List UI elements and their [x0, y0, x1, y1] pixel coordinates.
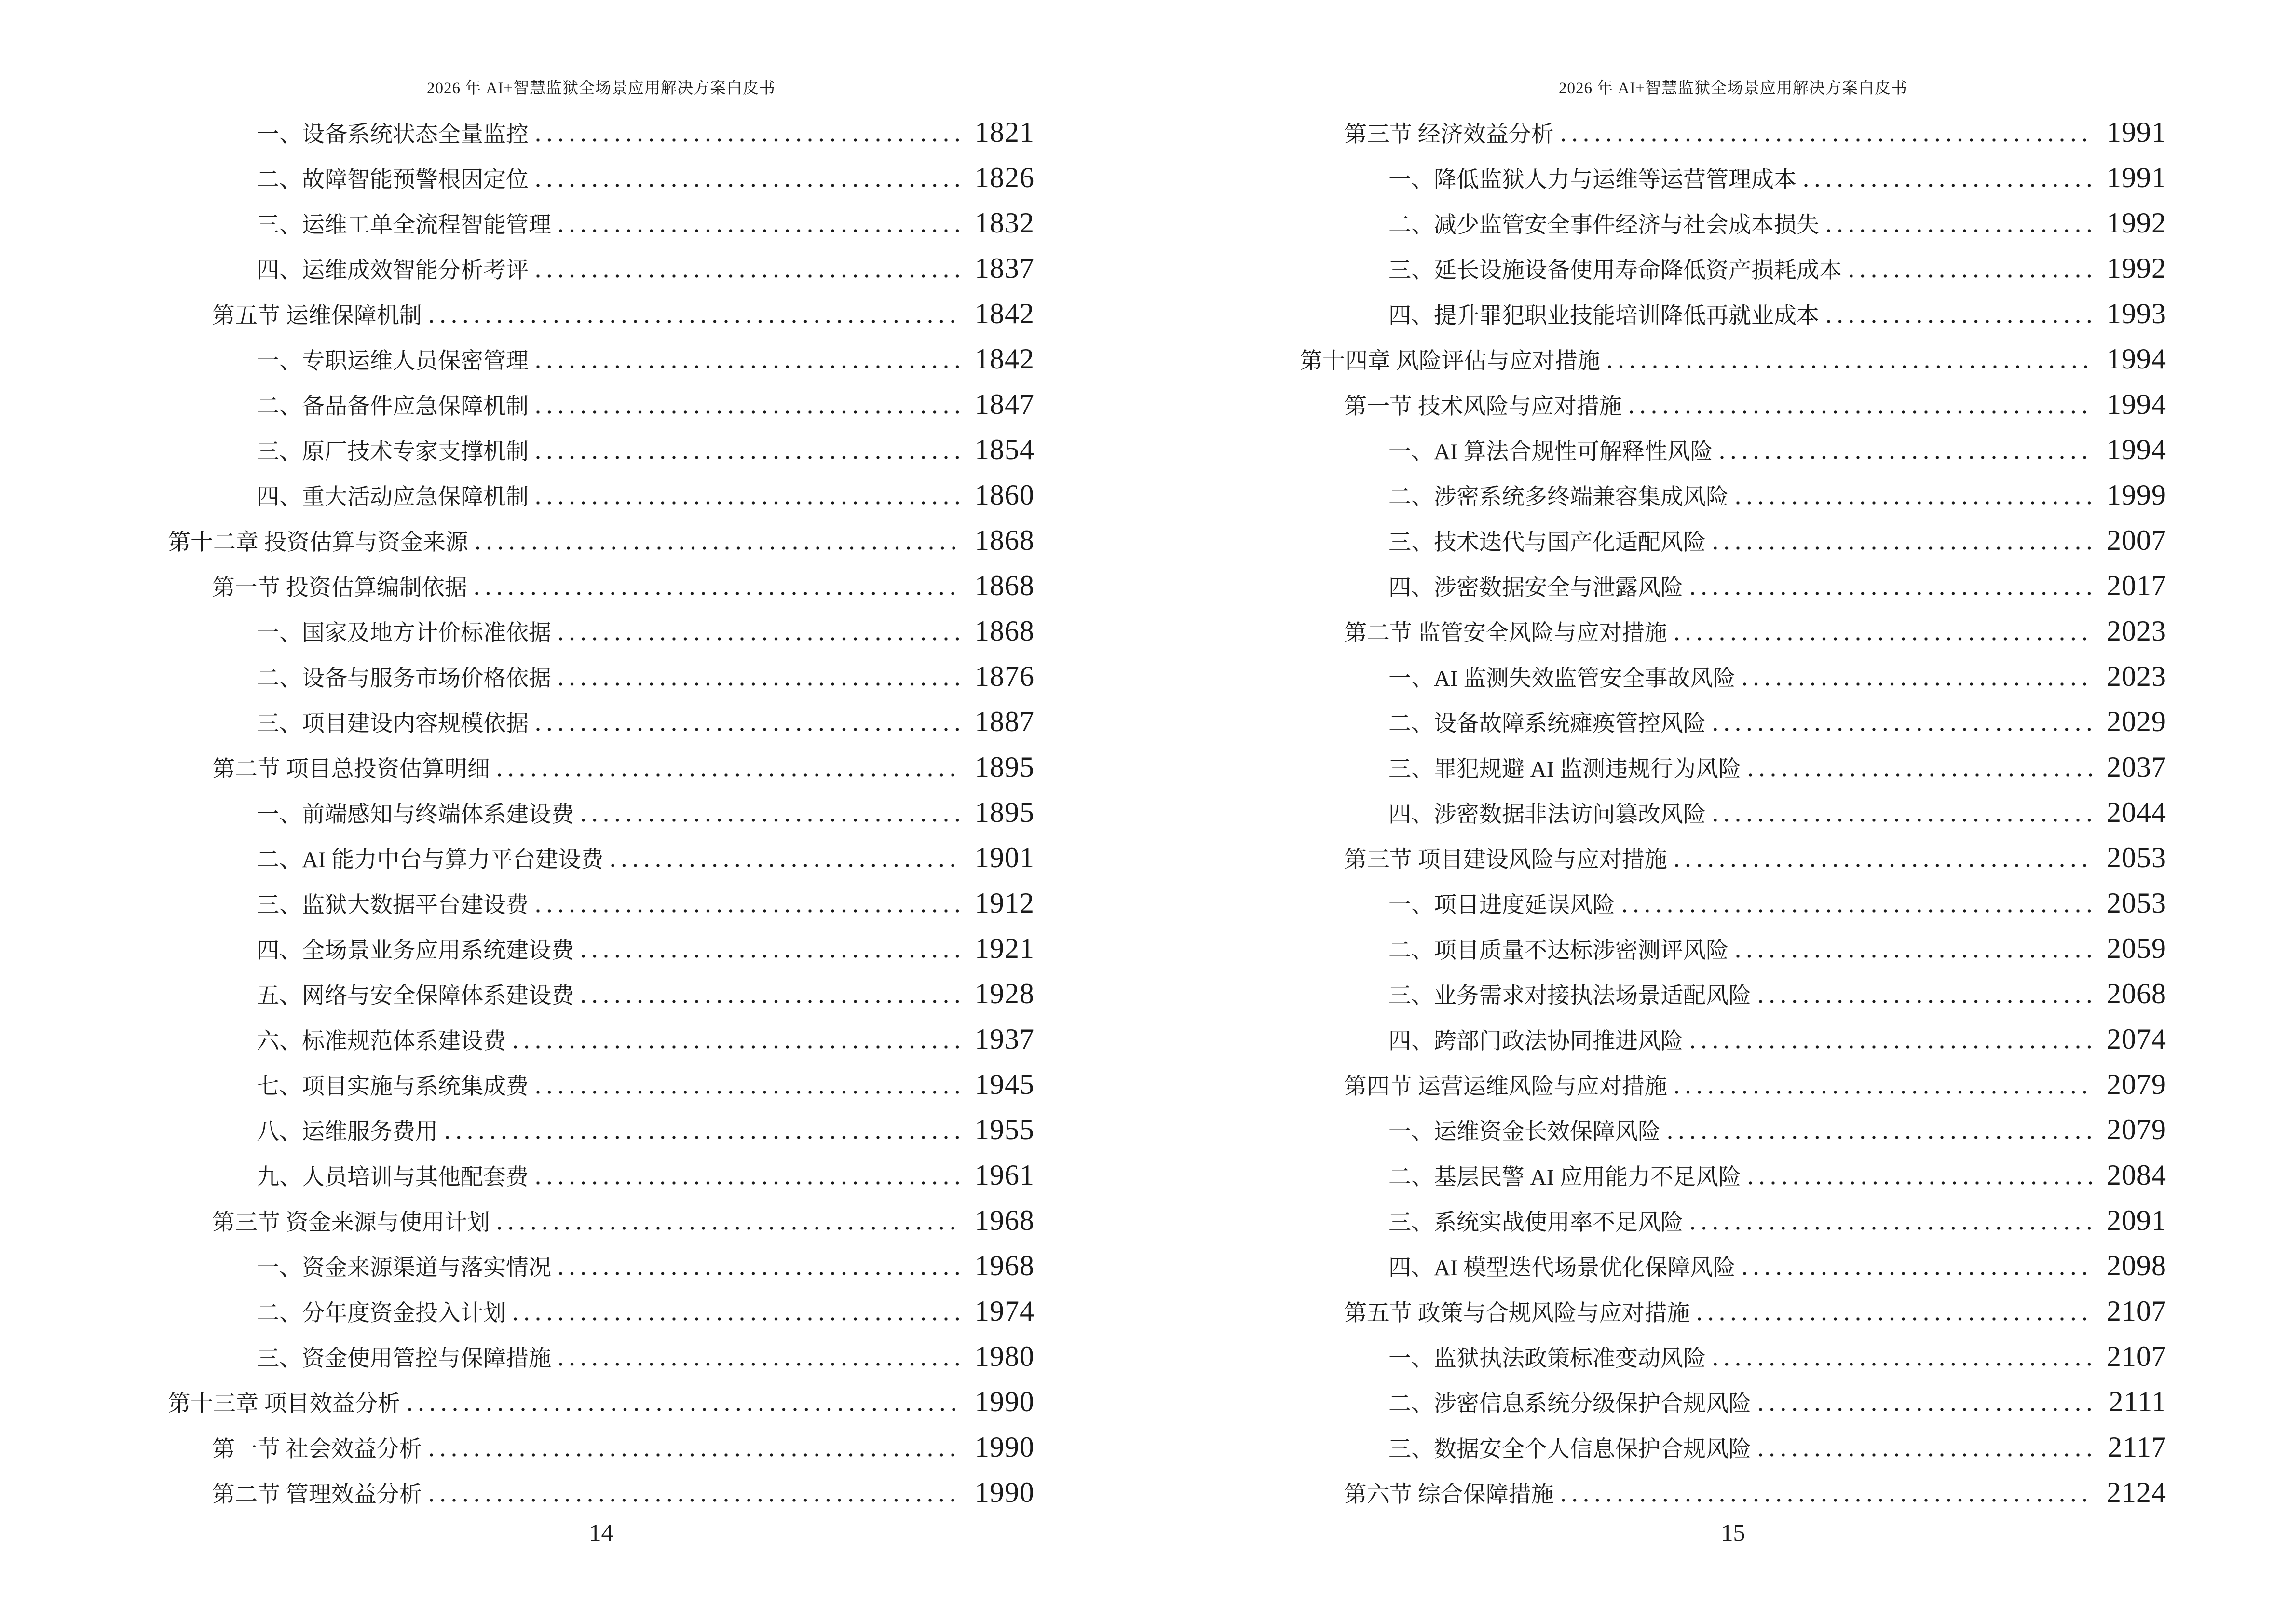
dot-leader [611, 864, 960, 867]
toc-entry [168, 200, 1035, 246]
dot-leader [1714, 1363, 2092, 1366]
toc-entry [168, 1107, 1035, 1152]
toc-entry [168, 1016, 1035, 1062]
dot-leader [536, 728, 960, 731]
toc-entry-page: 1980 [975, 1340, 1035, 1372]
toc-entry-title: 三、延长设施设备使用寿命降低资产损耗成本 [1389, 258, 1842, 283]
toc-entry-page: 2091 [2107, 1204, 2166, 1236]
toc-entry [1300, 880, 2166, 926]
dot-leader [536, 138, 960, 142]
dot-leader [1850, 274, 2092, 278]
dot-leader [1720, 456, 2092, 459]
toc-entry-title: 二、备品备件应急保障机制 [257, 394, 529, 419]
toc-entry-page: 1895 [975, 751, 1035, 783]
toc-entry-page: 1887 [975, 706, 1035, 737]
toc-entry-page: 1832 [975, 207, 1035, 239]
dot-leader [559, 229, 960, 232]
toc-entry [168, 608, 1035, 654]
toc-entry-page: 2037 [2107, 751, 2166, 783]
toc-entry [168, 427, 1035, 472]
toc-entry-page: 2111 [2109, 1386, 2166, 1418]
dot-leader [408, 1408, 960, 1411]
toc-entry-title: 一、降低监狱人力与运维等运营管理成本 [1389, 167, 1797, 192]
toc-entry-title: 第一节 社会效益分析 [212, 1437, 422, 1462]
toc-entry-page: 1990 [975, 1476, 1035, 1508]
dot-leader [1827, 320, 2092, 323]
dot-leader [582, 819, 960, 822]
toc-entry-page: 2029 [2107, 706, 2166, 737]
dot-leader [1759, 1000, 2092, 1003]
toc-entry-title: 三、项目建设内容规模依据 [257, 711, 529, 737]
toc-entry-title: 二、基层民警 AI 应用能力不足风险 [1389, 1165, 1742, 1190]
dot-leader [1698, 1317, 2092, 1321]
toc-entry-title: 一、前端感知与终端体系建设费 [257, 802, 574, 827]
toc-entry-page: 2059 [2107, 932, 2166, 964]
page-footer-number: 14 [589, 1519, 613, 1546]
dot-leader [1749, 773, 2092, 777]
toc-entry [168, 1062, 1035, 1107]
toc-entry-title: 二、涉密系统多终端兼容集成风险 [1389, 485, 1729, 510]
toc-entry-title: 一、运维资金长效保障风险 [1389, 1119, 1661, 1145]
dot-leader [514, 1317, 960, 1321]
toc-entry-title: 六、标准规范体系建设费 [257, 1029, 506, 1054]
dot-leader [536, 501, 960, 505]
toc-entry-title: 一、专职运维人员保密管理 [257, 349, 529, 374]
toc-entry [168, 563, 1035, 608]
dot-leader [1691, 1227, 2092, 1230]
toc-entry-title: 第二节 监管安全风险与应对措施 [1344, 621, 1667, 646]
dot-leader [559, 682, 960, 686]
dot-leader [430, 1453, 960, 1457]
toc-entry-page: 1992 [2107, 252, 2166, 284]
toc-entry-page: 1994 [2107, 388, 2166, 420]
toc-entry-page: 1837 [975, 252, 1035, 284]
toc-entry-title: 二、AI 能力中台与算力平台建设费 [257, 847, 604, 873]
toc-entry [168, 291, 1035, 336]
toc-entry-title: 三、监狱大数据平台建设费 [257, 893, 529, 918]
page-header: 2026 年 AI+智慧监狱全场景应用解决方案白皮书 [427, 80, 776, 97]
dot-leader [1743, 682, 2092, 686]
dot-leader [498, 773, 960, 777]
page-footer-number: 15 [1721, 1519, 1745, 1546]
dot-leader [559, 1363, 960, 1366]
dot-leader [475, 592, 960, 595]
dot-leader [1736, 501, 2092, 505]
toc-entry-page: 2053 [2107, 842, 2166, 873]
toc-entry-page: 1860 [975, 479, 1035, 511]
toc-entry [168, 926, 1035, 971]
toc-entry-page: 2068 [2107, 978, 2166, 1010]
toc-entry-page: 1992 [2107, 207, 2166, 239]
toc-entry-page: 2017 [2107, 570, 2166, 601]
toc-entry-title: 八、运维服务费用 [257, 1119, 438, 1145]
toc-entry-title: 五、网络与安全保障体系建设费 [257, 983, 574, 1009]
toc-entry [168, 1243, 1035, 1288]
toc-entry-title: 四、运维成效智能分析考评 [257, 258, 529, 283]
toc-entry [1300, 155, 2166, 200]
toc-entry [1300, 790, 2166, 835]
dot-leader [1827, 229, 2092, 232]
toc-entry-title: 二、设备与服务市场价格依据 [257, 666, 551, 691]
toc-entry-page: 1847 [975, 388, 1035, 420]
dot-leader [514, 1045, 960, 1049]
toc-entry [168, 744, 1035, 790]
toc-entry [168, 109, 1035, 155]
toc-entry-title: 一、资金来源渠道与落实情况 [257, 1256, 551, 1281]
toc-entry [1300, 1424, 2166, 1470]
dot-leader [536, 456, 960, 459]
dot-leader [446, 1136, 960, 1139]
toc-entry-title: 第六节 综合保障措施 [1344, 1482, 1554, 1507]
toc-entry-page: 1928 [975, 978, 1035, 1010]
toc-entry [168, 246, 1035, 291]
dot-leader [1675, 1091, 2092, 1094]
dot-leader [1562, 138, 2092, 142]
dot-leader [536, 365, 960, 368]
dot-leader [430, 320, 960, 323]
toc-entry-page: 1999 [2107, 479, 2166, 511]
dot-leader [498, 1227, 960, 1230]
toc-entry-page: 2084 [2107, 1159, 2166, 1191]
toc-entry-title: 四、涉密数据安全与泄露风险 [1389, 575, 1683, 600]
toc-entry-page: 1854 [975, 434, 1035, 465]
toc-entry-page: 2098 [2107, 1250, 2166, 1282]
toc-entry [1300, 699, 2166, 744]
toc-entry-title: 第五节 运维保障机制 [212, 303, 422, 328]
toc-entry-title: 第十四章 风险评估与应对措施 [1300, 349, 1600, 374]
dot-leader [559, 637, 960, 641]
dot-leader [1743, 1272, 2092, 1275]
toc-entry [1300, 1198, 2166, 1243]
toc-entry-title: 四、全场景业务应用系统建设费 [257, 938, 574, 963]
toc-entry [168, 1152, 1035, 1198]
toc-entry-title: 三、运维工单全流程智能管理 [257, 213, 551, 238]
toc-entry-title: 第五节 政策与合规风险与应对措施 [1344, 1301, 1690, 1326]
toc-entry-title: 一、监狱执法政策标准变动风险 [1389, 1346, 1706, 1371]
toc-entry-title: 七、项目实施与系统集成费 [257, 1074, 529, 1099]
toc-entry [168, 155, 1035, 200]
dot-leader [536, 410, 960, 414]
dot-leader [1623, 909, 2092, 913]
dot-leader [582, 1000, 960, 1003]
toc-entry [1300, 1379, 2166, 1424]
toc-entry [1300, 472, 2166, 518]
toc-entry [1300, 1062, 2166, 1107]
dot-leader [536, 184, 960, 187]
toc-entry-page: 1994 [2107, 434, 2166, 465]
toc-entry-title: 三、系统实战使用率不足风险 [1389, 1210, 1683, 1235]
toc-entry [168, 472, 1035, 518]
toc-entry-page: 1868 [975, 570, 1035, 601]
toc-entry-title: 四、跨部门政法协同推进风险 [1389, 1029, 1683, 1054]
toc-entry [168, 1470, 1035, 1515]
toc-entry [168, 1424, 1035, 1470]
toc-entry-page: 2074 [2107, 1023, 2166, 1055]
toc-entry-page: 2079 [2107, 1068, 2166, 1100]
toc-entry-title: 二、设备故障系统瘫痪管控风险 [1389, 711, 1706, 737]
toc-entry-page: 2107 [2107, 1340, 2166, 1372]
toc-entry-page: 2079 [2107, 1114, 2166, 1146]
toc-entry-page: 1912 [975, 887, 1035, 919]
toc-entry-title: 第三节 资金来源与使用计划 [212, 1210, 490, 1235]
toc-entry-page: 1901 [975, 842, 1035, 873]
toc-entry-title: 九、人员培训与其他配套费 [257, 1165, 529, 1190]
toc-entry-title: 二、项目质量不达标涉密测评风险 [1389, 938, 1729, 963]
toc-entry-title: 三、技术迭代与国产化适配风险 [1389, 530, 1706, 555]
toc-entry [1300, 518, 2166, 563]
toc-entry-title: 第一节 技术风险与应对措施 [1344, 394, 1622, 419]
toc-page-right [1144, 0, 2287, 1624]
dot-leader [1714, 728, 2092, 731]
toc-entry-title: 一、项目进度延误风险 [1389, 893, 1615, 918]
toc-entry-page: 2007 [2107, 524, 2166, 556]
toc-entry [1300, 926, 2166, 971]
toc-entry-page: 1991 [2107, 162, 2166, 193]
toc-entry [1300, 654, 2166, 699]
toc-entry [1300, 1334, 2166, 1379]
toc-entry-title: 二、涉密信息系统分级保护合规风险 [1389, 1392, 1751, 1417]
toc-entry-page: 1826 [975, 162, 1035, 193]
toc-entry-title: 一、国家及地方计价标准依据 [257, 621, 551, 646]
dot-leader [536, 1091, 960, 1094]
toc-entry [1300, 1152, 2166, 1198]
toc-entry-title: 二、故障智能预警根因定位 [257, 167, 529, 192]
toc-entry-title: 一、设备系统状态全量监控 [257, 122, 529, 147]
toc-entry-page: 1990 [975, 1431, 1035, 1463]
dot-leader [582, 955, 960, 958]
toc-entry-page: 1968 [975, 1204, 1035, 1236]
toc-entry-title: 第二节 项目总投资估算明细 [212, 757, 490, 782]
toc-entry [1300, 1107, 2166, 1152]
dot-leader [1759, 1408, 2094, 1411]
toc-entry-title: 四、重大活动应急保障机制 [257, 485, 529, 510]
toc-entry [168, 518, 1035, 563]
dot-leader [1749, 1181, 2092, 1185]
toc-entry-title: 二、减少监管安全事件经济与社会成本损失 [1389, 213, 1819, 238]
toc-entry-title: 三、资金使用管控与保障措施 [257, 1346, 551, 1371]
dot-leader [1562, 1499, 2092, 1502]
toc-entry [1300, 246, 2166, 291]
toc-entry-title: 第二节 管理效益分析 [212, 1482, 422, 1507]
toc-entry-title: 四、涉密数据非法访问篡改风险 [1389, 802, 1706, 827]
page-header: 2026 年 AI+智慧监狱全场景应用解决方案白皮书 [1559, 80, 1907, 97]
toc-entry [1300, 744, 2166, 790]
toc-entry-page: 2117 [2108, 1431, 2166, 1463]
toc-list [1300, 109, 2166, 1515]
dot-leader [1675, 864, 2092, 867]
toc-entry-title: 第三节 经济效益分析 [1344, 122, 1554, 147]
dot-leader [1675, 637, 2092, 641]
toc-entry [1300, 200, 2166, 246]
toc-entry [168, 654, 1035, 699]
toc-entry-title: 第四节 运营运维风险与应对措施 [1344, 1074, 1667, 1099]
toc-entry [1300, 336, 2166, 382]
toc-entry [1300, 1243, 2166, 1288]
toc-entry-title: 第十二章 投资估算与资金来源 [168, 530, 468, 555]
dot-leader [1714, 546, 2092, 550]
toc-entry-page: 1961 [975, 1159, 1035, 1191]
toc-entry-page: 1945 [975, 1068, 1035, 1100]
toc-list [168, 109, 1035, 1515]
toc-entry-page: 2044 [2107, 796, 2166, 828]
toc-entry-title: 四、提升罪犯职业技能培训降低再就业成本 [1389, 303, 1819, 328]
toc-entry [168, 336, 1035, 382]
dot-leader [536, 909, 960, 913]
toc-entry-page: 1968 [975, 1250, 1035, 1282]
dot-leader [1759, 1453, 2093, 1457]
toc-entry-title: 四、AI 模型迭代场景优化保障风险 [1389, 1256, 1736, 1281]
toc-entry-title: 第十三章 项目效益分析 [168, 1392, 400, 1417]
toc-entry-page: 1842 [975, 343, 1035, 375]
toc-entry [168, 382, 1035, 427]
toc-entry [1300, 1016, 2166, 1062]
toc-entry [1300, 382, 2166, 427]
toc-entry-page: 1937 [975, 1023, 1035, 1055]
dot-leader [1736, 955, 2092, 958]
toc-entry-page: 1821 [975, 116, 1035, 148]
toc-entry-page: 2023 [2107, 615, 2166, 647]
toc-entry [168, 1198, 1035, 1243]
toc-entry-page: 1993 [2107, 298, 2166, 329]
dot-leader [476, 546, 960, 550]
toc-entry-page: 1994 [2107, 343, 2166, 375]
toc-entry [168, 1379, 1035, 1424]
toc-entry [168, 1334, 1035, 1379]
toc-entry [1300, 427, 2166, 472]
toc-entry-title: 三、数据安全个人信息保护合规风险 [1389, 1437, 1751, 1462]
toc-entry-title: 三、原厂技术专家支撑机制 [257, 439, 529, 464]
dot-leader [559, 1272, 960, 1275]
toc-entry-page: 1895 [975, 796, 1035, 828]
dot-leader [536, 274, 960, 278]
toc-entry [1300, 971, 2166, 1016]
toc-entry [168, 699, 1035, 744]
toc-entry [1300, 563, 2166, 608]
dot-leader [1691, 1045, 2092, 1049]
toc-entry-title: 一、AI 监测失效监管安全事故风险 [1389, 666, 1736, 691]
toc-entry [168, 971, 1035, 1016]
toc-entry-title: 第三节 项目建设风险与应对措施 [1344, 847, 1667, 873]
toc-entry-page: 1868 [975, 615, 1035, 647]
toc-entry-title: 三、罪犯规避 AI 监测违规行为风险 [1389, 757, 1742, 782]
dot-leader [430, 1499, 960, 1502]
toc-entry-page: 2107 [2107, 1295, 2166, 1327]
dot-leader [536, 1181, 960, 1185]
toc-entry-title: 一、AI 算法合规性可解释性风险 [1389, 439, 1713, 464]
toc-entry-page: 1921 [975, 932, 1035, 964]
dot-leader [1630, 410, 2092, 414]
toc-entry-page: 2124 [2107, 1476, 2166, 1508]
toc-entry-page: 2023 [2107, 660, 2166, 692]
toc-entry-title: 第一节 投资估算编制依据 [212, 575, 467, 600]
toc-entry-page: 1990 [975, 1386, 1035, 1418]
toc-entry [1300, 608, 2166, 654]
toc-entry [1300, 1288, 2166, 1334]
toc-entry-page: 1955 [975, 1114, 1035, 1146]
toc-entry-page: 1842 [975, 298, 1035, 329]
toc-entry-title: 二、分年度资金投入计划 [257, 1301, 506, 1326]
toc-entry [1300, 835, 2166, 880]
toc-entry [1300, 291, 2166, 336]
toc-entry [1300, 109, 2166, 155]
toc-entry-page: 1876 [975, 660, 1035, 692]
toc-entry-page: 1868 [975, 524, 1035, 556]
toc-entry-page: 1974 [975, 1295, 1035, 1327]
dot-leader [1691, 592, 2092, 595]
toc-entry [168, 1288, 1035, 1334]
toc-entry [168, 835, 1035, 880]
toc-entry-page: 1991 [2107, 116, 2166, 148]
dot-leader [1668, 1136, 2092, 1139]
dot-leader [1714, 819, 2092, 822]
toc-entry [168, 880, 1035, 926]
toc-entry-page: 2053 [2107, 887, 2166, 919]
dot-leader [1804, 184, 2092, 187]
toc-entry [168, 790, 1035, 835]
toc-entry-title: 三、业务需求对接执法场景适配风险 [1389, 983, 1751, 1009]
toc-entry [1300, 1470, 2166, 1515]
dot-leader [1608, 365, 2092, 368]
